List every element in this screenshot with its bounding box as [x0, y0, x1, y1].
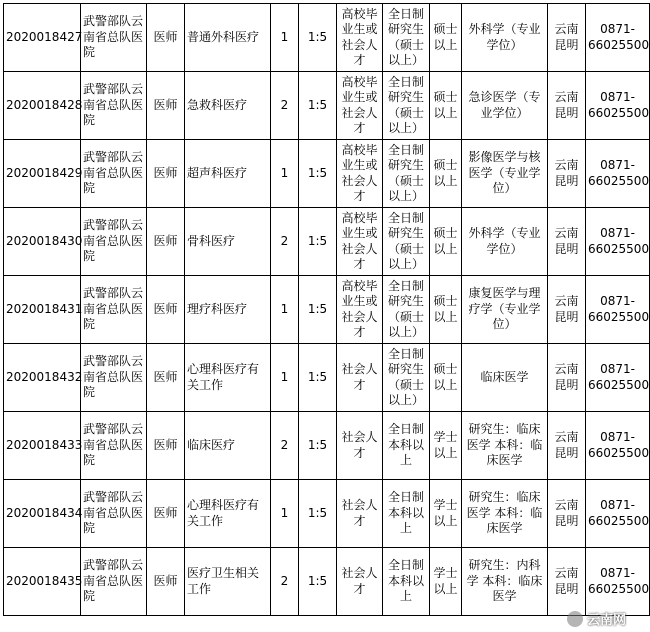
job-department-cell: 普通外科医疗: [185, 4, 271, 72]
table-row: [4, 140, 650, 208]
job-title-cell: 医师: [147, 72, 185, 140]
degree-requirement-cell: 硕士以上: [430, 344, 462, 412]
position-code-cell: 2020018427: [4, 4, 81, 72]
degree-requirement-cell: 学士以上: [430, 412, 462, 480]
watermark-logo-icon: [567, 611, 583, 627]
position-code-cell: 2020018428: [4, 72, 81, 140]
major-requirement-cell: 研究生：内科学 本科：临床医学: [462, 548, 548, 616]
job-department-cell: 医疗卫生相关工作: [185, 548, 271, 616]
position-code-cell: 2020018434: [4, 480, 81, 548]
candidate-source-cell: 高校毕业生或社会人才: [337, 208, 383, 276]
exam-ratio-cell: 1:5: [299, 72, 337, 140]
work-location-cell: 云南昆明: [548, 208, 586, 276]
candidate-source-cell: 高校毕业生或社会人才: [337, 140, 383, 208]
contact-phone-cell: 0871-66025500: [586, 548, 650, 616]
job-title-cell: 医师: [147, 276, 185, 344]
exam-ratio-cell: 1:5: [299, 480, 337, 548]
job-department-cell: 急救科医疗: [185, 72, 271, 140]
degree-requirement-cell: 硕士以上: [430, 72, 462, 140]
hire-count-cell: 1: [271, 140, 299, 208]
job-title-cell: 医师: [147, 208, 185, 276]
employer-unit-cell: 武警部队云南省总队医院: [81, 140, 147, 208]
candidate-source-cell: 社会人才: [337, 344, 383, 412]
degree-requirement-cell: 硕士以上: [430, 276, 462, 344]
table-row: [4, 276, 650, 344]
contact-phone-cell: 0871-66025500: [586, 480, 650, 548]
contact-phone-cell: 0871-66025500: [586, 344, 650, 412]
education-requirement-cell: 全日制本科以上: [383, 548, 430, 616]
major-requirement-cell: 急诊医学（专业学位）: [462, 72, 548, 140]
job-title-cell: 医师: [147, 412, 185, 480]
position-code-cell: 2020018431: [4, 276, 81, 344]
major-requirement-cell: 研究生：临床医学 本科：临床医学: [462, 480, 548, 548]
degree-requirement-cell: 硕士以上: [430, 208, 462, 276]
employer-unit-cell: 武警部队云南省总队医院: [81, 412, 147, 480]
watermark: [567, 609, 626, 628]
job-department-cell: 心理科医疗有关工作: [185, 344, 271, 412]
major-requirement-cell: 临床医学: [462, 344, 548, 412]
candidate-source-cell: 高校毕业生或社会人才: [337, 72, 383, 140]
hire-count-cell: 1: [271, 480, 299, 548]
candidate-source-cell: 高校毕业生或社会人才: [337, 276, 383, 344]
employer-unit-cell: 武警部队云南省总队医院: [81, 208, 147, 276]
education-requirement-cell: 全日制研究生（硕士以上）: [383, 72, 430, 140]
work-location-cell: 云南昆明: [548, 412, 586, 480]
hire-count-cell: 2: [271, 208, 299, 276]
hire-count-cell: 2: [271, 72, 299, 140]
job-title-cell: 医师: [147, 548, 185, 616]
position-code-cell: 2020018432: [4, 344, 81, 412]
work-location-cell: 云南昆明: [548, 344, 586, 412]
employer-unit-cell: 武警部队云南省总队医院: [81, 344, 147, 412]
employer-unit-cell: 武警部队云南省总队医院: [81, 72, 147, 140]
watermark-text: 云南网: [586, 613, 626, 628]
hire-count-cell: 2: [271, 548, 299, 616]
major-requirement-cell: 研究生：临床医学 本科：临床医学: [462, 412, 548, 480]
job-title-cell: 医师: [147, 4, 185, 72]
candidate-source-cell: 社会人才: [337, 548, 383, 616]
degree-requirement-cell: 学士以上: [430, 480, 462, 548]
work-location-cell: 云南昆明: [548, 4, 586, 72]
table-row: [4, 344, 650, 412]
hire-count-cell: 1: [271, 4, 299, 72]
exam-ratio-cell: 1:5: [299, 4, 337, 72]
contact-phone-cell: 0871-66025500: [586, 276, 650, 344]
education-requirement-cell: 全日制研究生（硕士以上）: [383, 4, 430, 72]
work-location-cell: 云南昆明: [548, 276, 586, 344]
position-code-cell: 2020018435: [4, 548, 81, 616]
hire-count-cell: 2: [271, 412, 299, 480]
table-row: [4, 548, 650, 616]
contact-phone-cell: 0871-66025500: [586, 4, 650, 72]
employer-unit-cell: 武警部队云南省总队医院: [81, 4, 147, 72]
table-row: [4, 480, 650, 548]
candidate-source-cell: 高校毕业生或社会人才: [337, 4, 383, 72]
degree-requirement-cell: 硕士以上: [430, 140, 462, 208]
major-requirement-cell: 影像医学与核医学（专业学位）: [462, 140, 548, 208]
employer-unit-cell: 武警部队云南省总队医院: [81, 276, 147, 344]
major-requirement-cell: 外科学（专业学位）: [462, 208, 548, 276]
position-code-cell: 2020018429: [4, 140, 81, 208]
employer-unit-cell: 武警部队云南省总队医院: [81, 548, 147, 616]
work-location-cell: 云南昆明: [548, 548, 586, 616]
job-department-cell: 骨科医疗: [185, 208, 271, 276]
job-title-cell: 医师: [147, 480, 185, 548]
exam-ratio-cell: 1:5: [299, 276, 337, 344]
hire-count-cell: 1: [271, 344, 299, 412]
job-department-cell: 心理科医疗有关工作: [185, 480, 271, 548]
candidate-source-cell: 社会人才: [337, 480, 383, 548]
education-requirement-cell: 全日制本科以上: [383, 480, 430, 548]
work-location-cell: 云南昆明: [548, 140, 586, 208]
job-department-cell: 临床医疗: [185, 412, 271, 480]
table-row: [4, 208, 650, 276]
employer-unit-cell: 武警部队云南省总队医院: [81, 480, 147, 548]
job-title-cell: 医师: [147, 140, 185, 208]
job-department-cell: 超声科医疗: [185, 140, 271, 208]
education-requirement-cell: 全日制本科以上: [383, 412, 430, 480]
degree-requirement-cell: 学士以上: [430, 548, 462, 616]
education-requirement-cell: 全日制研究生（硕士以上）: [383, 140, 430, 208]
work-location-cell: 云南昆明: [548, 72, 586, 140]
education-requirement-cell: 全日制研究生（硕士以上）: [383, 344, 430, 412]
table-row: [4, 72, 650, 140]
work-location-cell: 云南昆明: [548, 480, 586, 548]
education-requirement-cell: 全日制研究生（硕士以上）: [383, 276, 430, 344]
job-department-cell: 理疗科医疗: [185, 276, 271, 344]
contact-phone-cell: 0871-66025500: [586, 412, 650, 480]
degree-requirement-cell: 硕士以上: [430, 4, 462, 72]
position-code-cell: 2020018430: [4, 208, 81, 276]
exam-ratio-cell: 1:5: [299, 548, 337, 616]
contact-phone-cell: 0871-66025500: [586, 208, 650, 276]
recruitment-table: [3, 3, 650, 616]
candidate-source-cell: 社会人才: [337, 412, 383, 480]
contact-phone-cell: 0871-66025500: [586, 72, 650, 140]
contact-phone-cell: 0871-66025500: [586, 140, 650, 208]
exam-ratio-cell: 1:5: [299, 412, 337, 480]
table-row: [4, 4, 650, 72]
position-code-cell: 2020018433: [4, 412, 81, 480]
hire-count-cell: 1: [271, 276, 299, 344]
major-requirement-cell: 外科学（专业学位）: [462, 4, 548, 72]
exam-ratio-cell: 1:5: [299, 344, 337, 412]
table-row: [4, 412, 650, 480]
major-requirement-cell: 康复医学与理疗学（专业学位）: [462, 276, 548, 344]
job-title-cell: 医师: [147, 344, 185, 412]
education-requirement-cell: 全日制研究生（硕士以上）: [383, 208, 430, 276]
exam-ratio-cell: 1:5: [299, 208, 337, 276]
exam-ratio-cell: 1:5: [299, 140, 337, 208]
